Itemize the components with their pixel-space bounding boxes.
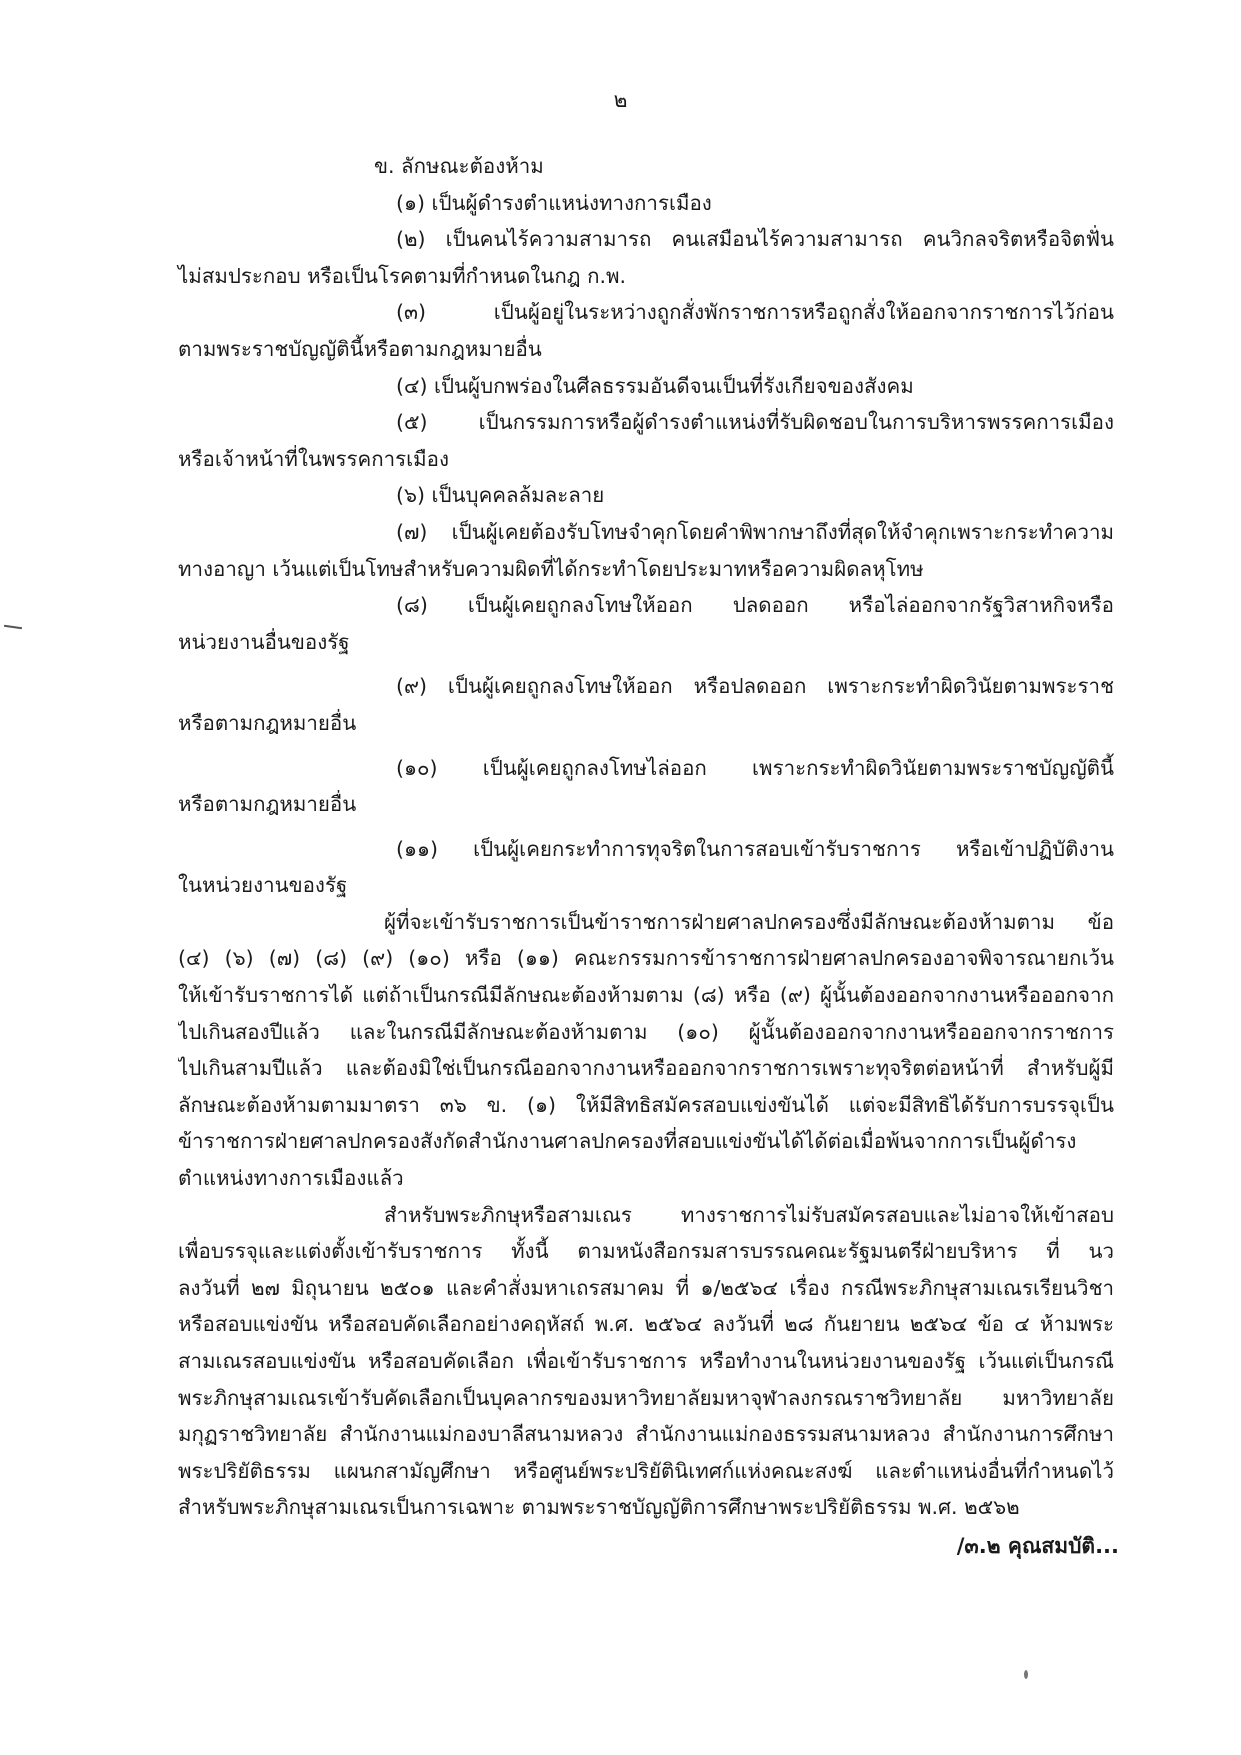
- text-line: สามเณรสอบแข่งขัน หรือสอบคัดเลือก เพื่อเข้ารับราชการ หรือทำงานในหน่วยงานของรัฐ เว้นแต่เป็นกรณี: [178, 1349, 1114, 1373]
- text-line: (๑๑) เป็นผู้เคยกระทำการทุจริตในการสอบเข้ารับราชการ หรือเข้าปฏิบัติงาน: [396, 836, 1114, 861]
- text-line: (๔) (๖) (๗) (๘) (๙) (๑๐) หรือ (๑๑) คณะกรรมการข้าราชการฝ่ายศาลปกครองอาจพิจารณายกเว้น: [178, 946, 1114, 971]
- text-line: ข้าราชการฝ่ายศาลปกครองสังกัดสำนักงานศาลปกครองที่สอบแข่งขันได้ได้ต่อเมื่อพ้นจากการเป็นผู้ดำรง: [178, 1129, 1077, 1154]
- text-line: พระปริยัติธรรม แผนกสามัญศึกษา หรือศูนย์พระปริยัตินิเทศก์แห่งคณะสงฆ์ และตำแหน่งอื่นที่กำหนดไว้: [178, 1458, 1114, 1483]
- text-line: เพื่อบรรจุและแต่งตั้งเข้ารับราชการ ทั้งนี้ ตามหนังสือกรมสารบรรณคณะรัฐมนตรีฝ่ายบริหาร ที่ นว: [178, 1239, 1114, 1264]
- text-line: (๖) เป็นบุคคลล้มละลาย: [396, 483, 605, 508]
- line-gap: [178, 742, 1114, 750]
- text-line: ตามพระราชบัญญัตินี้หรือตามกฎหมายอื่น: [178, 336, 542, 361]
- scan-speck: [1024, 1670, 1028, 1679]
- text-line: (๘) เป็นผู้เคยถูกลงโทษให้ออก ปลดออก หรือไล่ออกจากรัฐวิสาหกิจหรือ: [396, 593, 1114, 618]
- text-line: (๒) เป็นคนไร้ความสามารถ คนเสมือนไร้ความสามารถ คนวิกลจริตหรือจิตฟั่น: [396, 227, 1114, 252]
- scan-margin-mark: [4, 625, 22, 629]
- text-line: (๗) เป็นผู้เคยต้องรับโทษจำคุกโดยคำพิพากษาถึงที่สุดให้จำคุกเพราะกระทำความ: [396, 519, 1114, 544]
- section-heading: ข. ลักษณะต้องห้าม: [374, 154, 544, 178]
- page-number: ๒: [613, 88, 628, 112]
- text-line: (๕) เป็นกรรมการหรือผู้ดำรงตำแหน่งที่รับผิดชอบในการบริหารพรรคการเมือง: [396, 410, 1114, 435]
- line-gap: [178, 660, 1114, 668]
- text-line: ผู้ที่จะเข้ารับราชการเป็นข้าราชการฝ่ายศาลปกครองซึ่งมีลักษณะต้องห้ามตาม ข้อ: [384, 909, 1114, 934]
- text-line: พระภิกษุสามเณรเข้ารับคัดเลือกเป็นบุคลากรของมหาวิทยาลัยมหาจุฬาลงกรณราชวิทยาลัย มหาวิทยาลัย: [178, 1385, 1114, 1410]
- text-line: สำหรับพระภิกษุสามเณรเป็นการเฉพาะ ตามพระราชบัญญัติการศึกษาพระปริยัติธรรม พ.ศ. ๒๕๖๒: [178, 1495, 1020, 1520]
- text-line: (๙) เป็นผู้เคยถูกลงโทษให้ออก หรือปลดออก เพราะกระทำผิดวินัยตามพระราช: [396, 674, 1114, 699]
- text-line: หน่วยงานอื่นของรัฐ: [178, 629, 350, 654]
- text-line: (๓) เป็นผู้อยู่ในระหว่างถูกสั่งพักราชการหรือถูกสั่งให้ออกจากราชการไว้ก่อน: [396, 300, 1114, 325]
- text-line: ไปเกินสองปีแล้ว และในกรณีมีลักษณะต้องห้ามตาม (๑๐) ผู้นั้นต้องออกจากงานหรือออกจากราชการ: [178, 1019, 1114, 1044]
- text-line: ให้เข้ารับราชการได้ แต่ถ้าเป็นกรณีมีลักษณะต้องห้ามตาม (๘) หรือ (๙) ผู้นั้นต้องออกจากงานหรือออกจาก: [178, 983, 1114, 1008]
- continuation-note: /๓.๒ คุณสมบัติ...: [956, 1534, 1119, 1558]
- text-line: (๑) เป็นผู้ดำรงตำแหน่งทางการเมือง: [396, 190, 712, 215]
- text-line: ลงวันที่ ๒๗ มิถุนายน ๒๕๐๑ และคำสั่งมหาเถรสมาคม ที่ ๑/๒๕๖๔ เรื่อง กรณีพระภิกษุสามเณรเรียนวิชา: [178, 1275, 1114, 1300]
- text-line: ลักษณะต้องห้ามตามมาตรา ๓๖ ข. (๑) ให้มีสิทธิสมัครสอบแข่งขันได้ แต่จะมีสิทธิได้รับการบรรจุเป็น: [178, 1092, 1114, 1117]
- text-line: ตำแหน่งทางการเมืองแล้ว: [178, 1166, 404, 1191]
- text-line: ไม่สมประกอบ หรือเป็นโรคตามที่กำหนดในกฎ ก.พ.: [178, 263, 627, 288]
- text-line: หรือตามกฎหมายอื่น: [178, 792, 357, 817]
- text-line: (๔) เป็นผู้บกพร่องในศีลธรรมอันดีจนเป็นที่รังเกียจของสังคม: [396, 373, 914, 398]
- text-line: ทางอาญา เว้นแต่เป็นโทษสำหรับความผิดที่ได้กระทำโดยประมาทหรือความผิดลหุโทษ: [178, 556, 924, 581]
- text-line: หรือสอบแข่งขัน หรือสอบคัดเลือกอย่างคฤหัสถ์ พ.ศ. ๒๕๖๔ ลงวันที่ ๒๘ กันยายน ๒๕๖๔ ข้อ ๔ ห้ามพระ: [178, 1312, 1114, 1337]
- text-line: ในหน่วยงานของรัฐ: [178, 873, 348, 898]
- line-gap: [178, 823, 1114, 831]
- text-line: มกุฏราชวิทยาลัย สำนักงานแม่กองบาลีสนามหลวง สำนักงานแม่กองธรรมสนามหลวง สำนักงานการศึกษา: [178, 1422, 1114, 1447]
- text-line: หรือตามกฎหมายอื่น: [178, 710, 357, 735]
- text-line: ไปเกินสามปีแล้ว และต้องมิใช่เป็นกรณีออกจากงานหรือออกจากราชการเพราะทุจริตต่อหน้าที่ สำหรับผู้มี: [178, 1056, 1114, 1081]
- text-line: หรือเจ้าหน้าที่ในพรรคการเมือง: [178, 446, 449, 471]
- document-body: [178, 148, 1114, 1526]
- text-line: (๑๐) เป็นผู้เคยถูกลงโทษไล่ออก เพราะกระทำผิดวินัยตามพระราชบัญญัตินี้: [396, 755, 1114, 780]
- text-line: สำหรับพระภิกษุหรือสามเณร ทางราชการไม่รับสมัครสอบและไม่อาจให้เข้าสอบ: [384, 1202, 1114, 1227]
